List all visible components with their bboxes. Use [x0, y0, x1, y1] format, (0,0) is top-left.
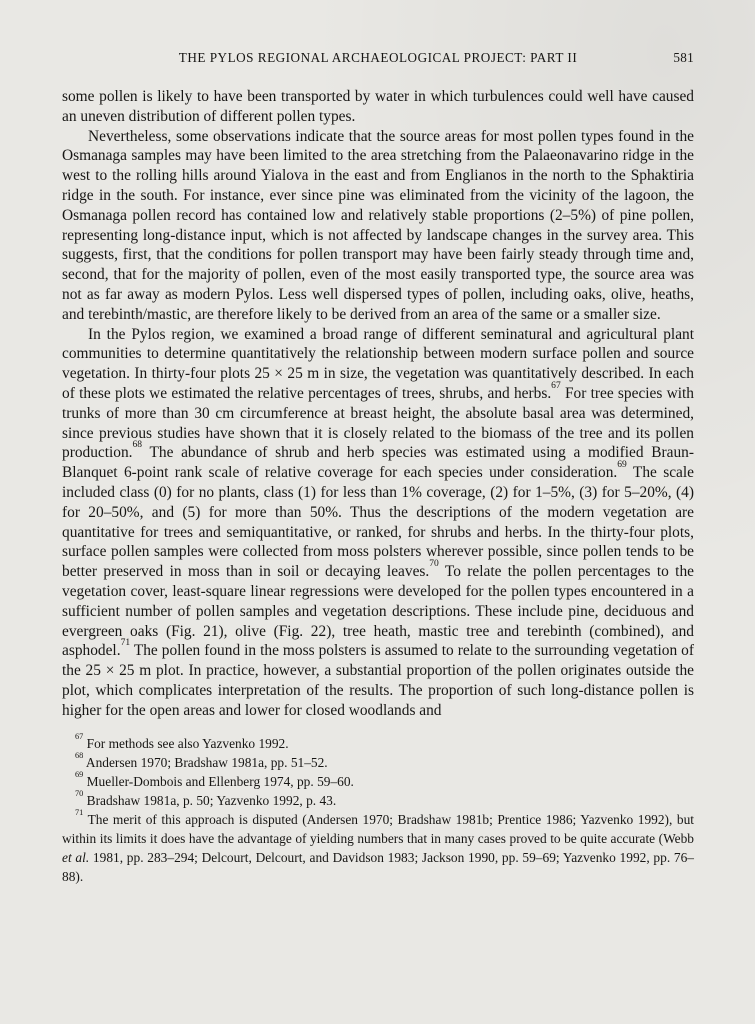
running-head: THE PYLOS REGIONAL ARCHAEOLOGICAL PROJECT: PART II — [178, 50, 578, 65]
footnote-number: 68 — [132, 439, 143, 451]
footnote-number: 71 — [120, 637, 131, 649]
body-paragraph: some pollen is likely to have been transported by water in which turbulences could well have caused an uneven distribution of different pollen types. — [62, 88, 694, 125]
footnote: $^{67}$ For methods see also Yazvenko 1992. — [75, 731, 289, 751]
body-paragraph: Nevertheless, some observations indicate that the source areas for most pollen types found in the Osmanaga samples may have been limited to the area stretching from the Palaeonavarino ridge in the west to the rolling hills around Yialova in the east and from Englianos in the north to the Sphaktiria ridge in the south. For instance, ever since pine was eliminated from the vicinity of the lagoon, the Osmanaga pollen record has contained low and relatively stable proportions (2–5%) of pine pollen, representing long-distance input, which is not affected by landscape changes in the survey area. This suggests, first, that the conditions for pollen transport may have been fairly steady through time and, second, that for the majority of pollen, even of the most easily transported type, the source area was not as far away as modern Pylos. Less well dispersed types of pollen, including oaks, olive, heaths, and terebinth/mastic, are therefore likely to be derived from an area of the same or a smaller size. — [62, 127, 694, 323]
footnote: $^{68}$ Andersen 1970; Bradshaw 1981a, pp. 51–52. — [75, 750, 328, 770]
italic-text: et al. — [62, 849, 90, 865]
body-paragraph: In the Pylos region, we examined a broad range of different seminatural and agricultural plant communities to determine quantitatively the relationship between modern surface pollen and source vegetation. In thirty-four plots 25 × 25 m in size, the vegetation was quantitatively described. In each of these plots we estimated the relative percentages of trees, shrubs, and herbs.$^{67}$ For tree species with trunks of more than 30 cm circumference at breast height, the absolute basal area was determined, since previous studies have shown that it is closely related to the biomass of the tree and its pollen production.$^{68}$ The abundance of shrub and herb species was estimated using a modified Braun-Blanquet 6-point rank scale of relative coverage for each species under consideration.$^{69}$ The scale included class (0) for no plants, class (1) for less than 1% coverage, (2) for 1–5%, (3) for 5–20%, (4) for 20–50%, and (5) for more than 50%. Thus the descriptions of the modern vegetation are quantitative for trees and semiquantitative, or ranked, for shrubs and herbs. In the thirty-four plots, surface pollen samples were collected from moss polsters wherever possible, since pollen tends to be better preserved in moss than in soil or decaying leaves.$^{70}$ To relate the pollen percentages to the vegetation cover, least-square linear regressions were developed for the pollen types encountered in a sufficient number of pollen samples and vegetation descriptions. These include pine, deciduous and evergreen oaks (Fig. 21), olive (Fig. 22), tree heath, mastic tree and terebinth (combined), and asphodel.$^{71}$ The pollen found in the moss polsters is assumed to relate to the surrounding vegetation of the 25 × 25 m plot. In practice, however, a substantial proportion of the pollen originates outside the plot, which complicates interpretation of the results. The proportion of such long-distance pollen is higher for the open areas and lower for closed woodlands and — [62, 325, 694, 719]
footnote-number: 69 — [75, 769, 84, 779]
footnote-number: 67 — [551, 379, 561, 391]
footnote-number: 70 — [429, 558, 439, 569]
footnote: $^{71}$ The merit of this approach is disputed (Andersen 1970; Bradshaw 1981b; Prentice 1986; Yazvenko 1992), but within its limits it does have the advantage of yielding numbers that in many cases proved to be quite accurate (Webb et al. 1981, pp. 283–294; Delcourt, Delcourt, and Davidson 1983; Jackson 1990, pp. 59–69; Yazvenko 1992, pp. 76–88). — [62, 807, 694, 884]
footnote: $^{69}$ Mueller-Dombois and Ellenberg 1974, pp. 59–60. — [75, 769, 354, 789]
page-header — [62, 50, 694, 66]
page-number: 581 — [673, 50, 694, 65]
footnote: $^{70}$ Bradshaw 1981a, p. 50; Yazvenko 1992, p. 43. — [75, 788, 337, 808]
footnote-number: 67 — [75, 731, 84, 741]
footnote-number: 68 — [75, 750, 84, 760]
footnote-number: 69 — [617, 459, 627, 471]
footnote-number: 70 — [75, 788, 84, 798]
body-text — [62, 87, 694, 721]
footnote-number: 71 — [75, 807, 84, 817]
footnotes — [62, 731, 694, 886]
